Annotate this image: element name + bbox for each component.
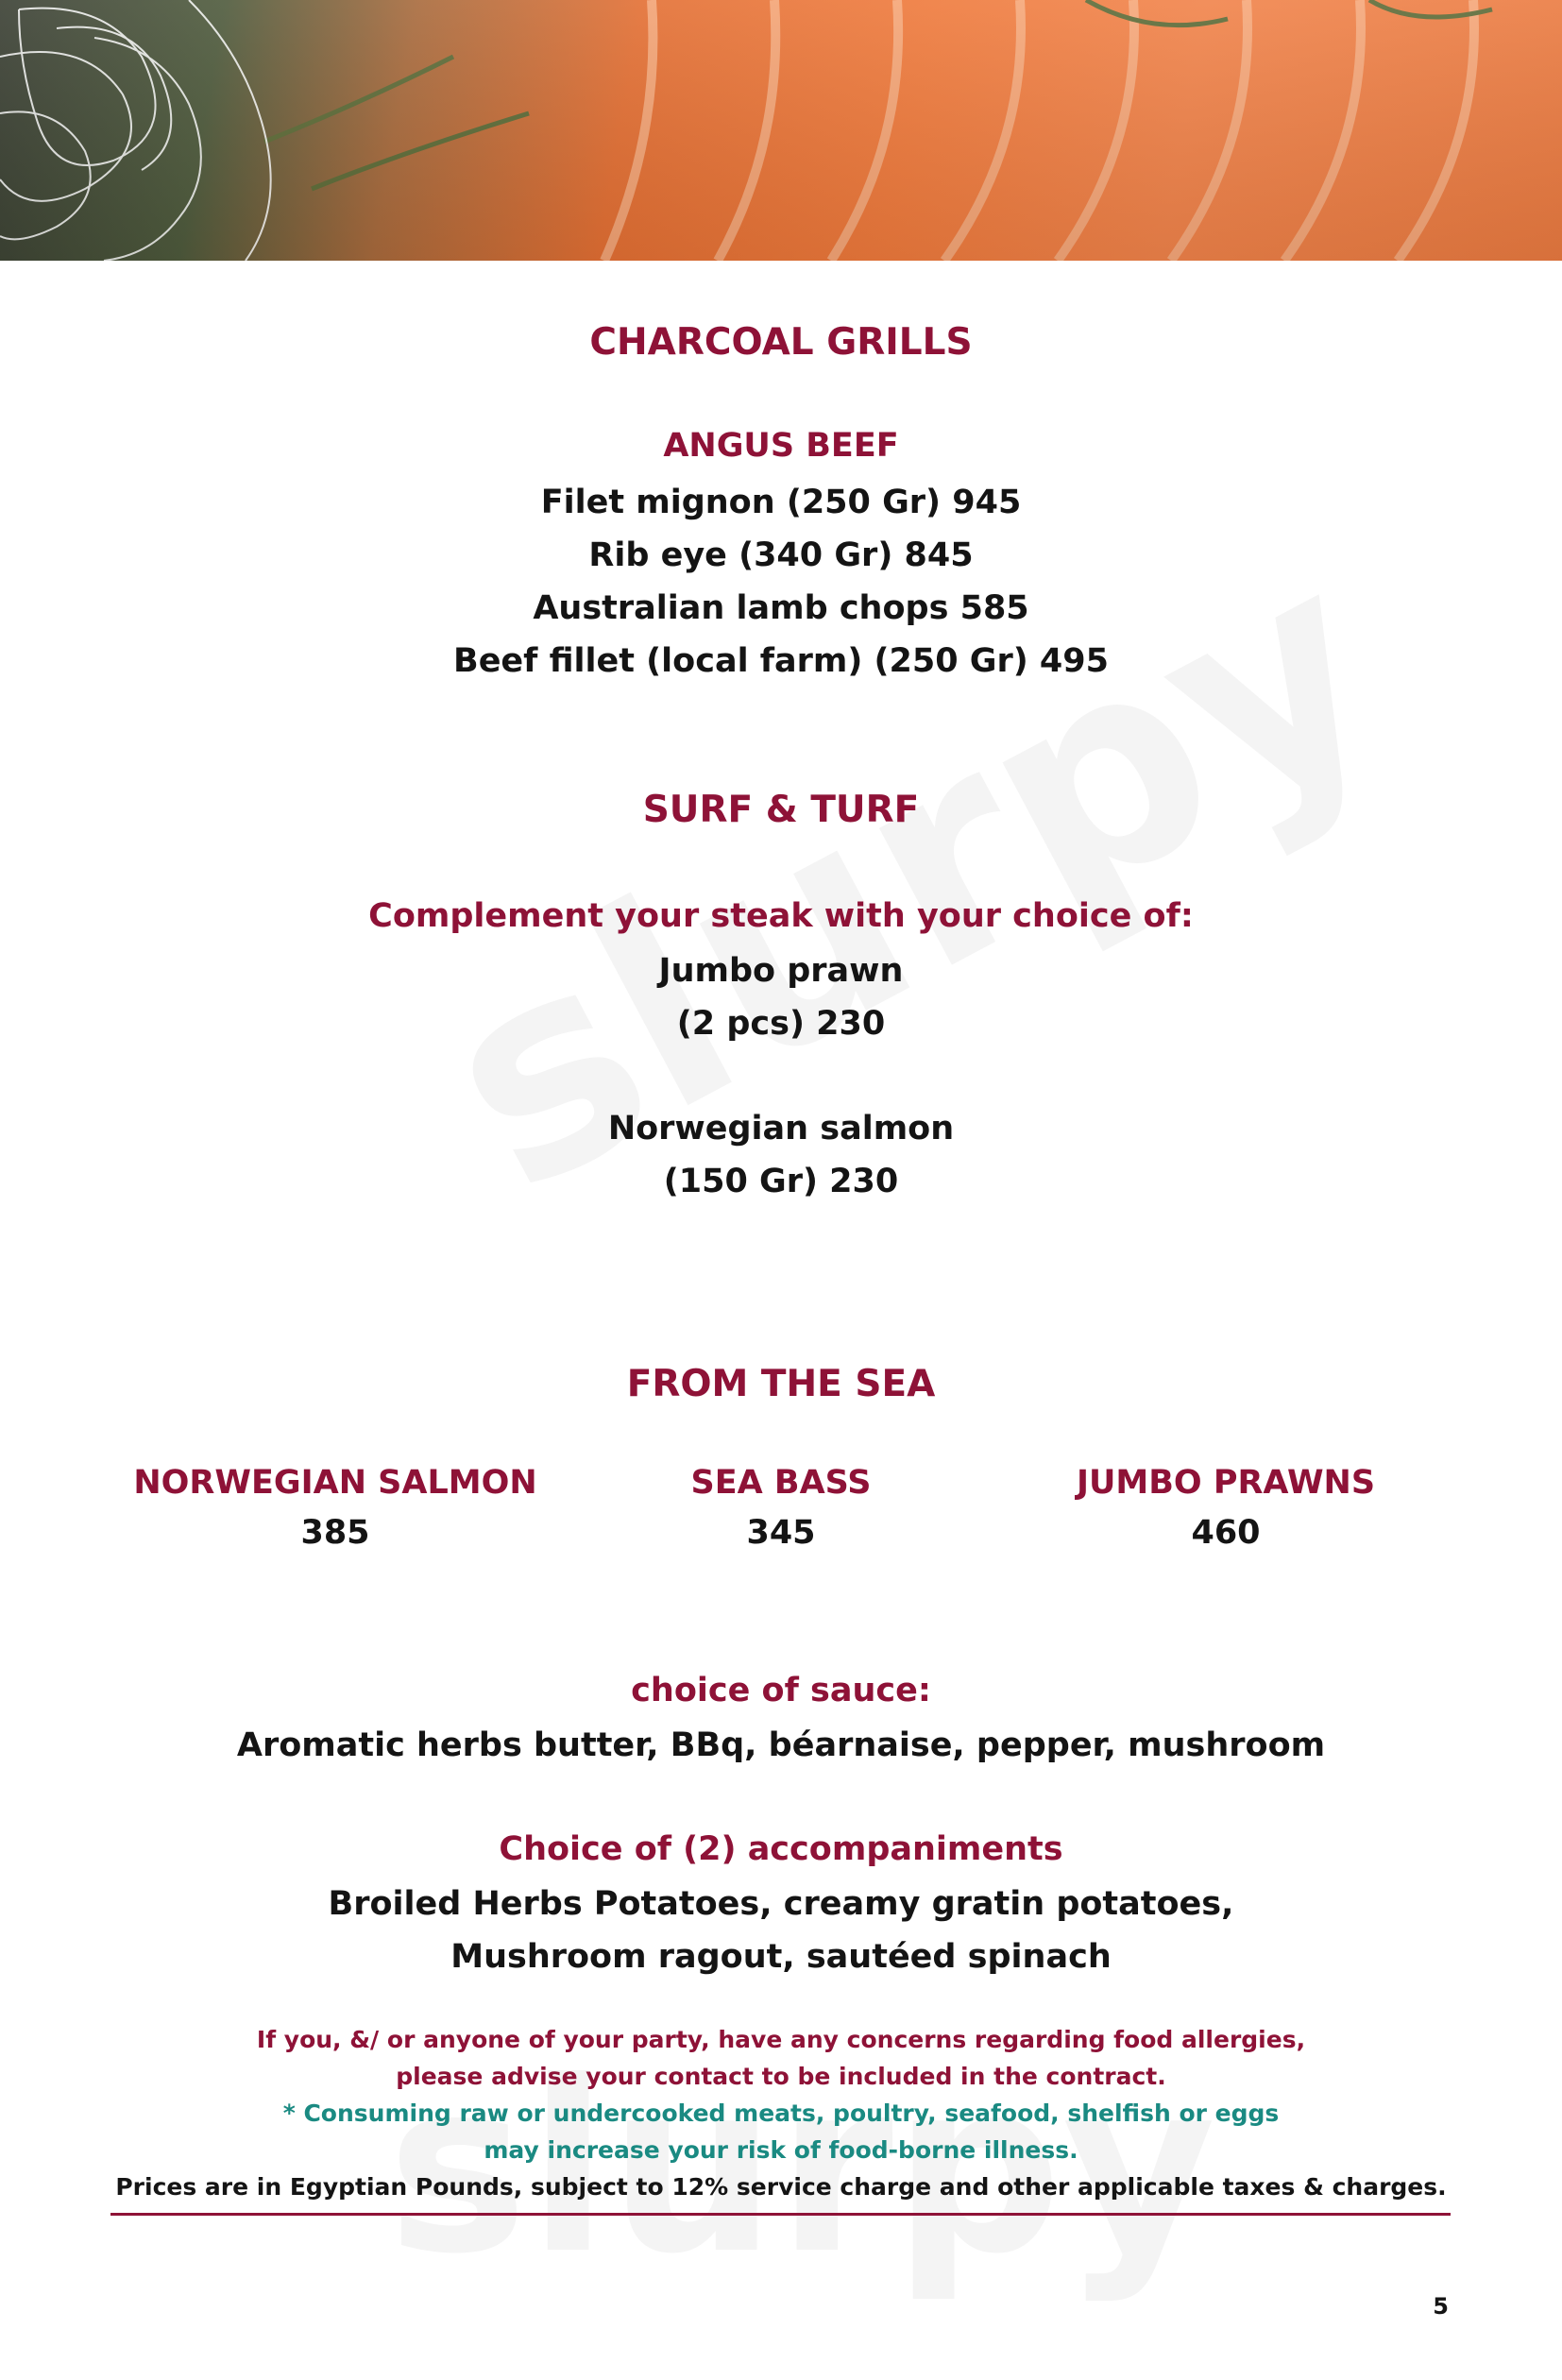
sea-item-name: NORWEGIAN SALMON	[133, 1464, 537, 1502]
sea-item	[90, 1459, 581, 1559]
menu-item-price: (2 pcs) 230	[676, 1005, 886, 1043]
consumption-warning: * Consuming raw or undercooked meats, poultry, seafood, shelfish or eggs	[282, 2100, 1280, 2127]
sea-item-price: 345	[746, 1514, 816, 1552]
price-notice: Prices are in Egyptian Pounds, subject to 12% service charge and other applicable taxes & charges.	[115, 2173, 1447, 2201]
salmon-photo-illustration	[0, 0, 1562, 261]
sea-item-name: SEA BASS	[690, 1464, 872, 1502]
page-number: 5	[1433, 2293, 1449, 2320]
header-photo	[0, 0, 1562, 261]
allergy-notice: If you, &/ or anyone of your party, have any concerns regarding food allergies,	[256, 2026, 1306, 2053]
menu-item-price: (150 Gr) 230	[663, 1163, 899, 1200]
subsection-title-angus-beef: ANGUS BEEF	[663, 427, 899, 465]
sea-item-price: 385	[300, 1514, 370, 1552]
sea-item-name: JUMBO PRAWNS	[1076, 1464, 1376, 1502]
accompaniments-line: Broiled Herbs Potatoes, creamy gratin potatoes,	[328, 1885, 1234, 1923]
allergy-notice: please advise your contact to be included in the contract.	[396, 2063, 1166, 2090]
consumption-warning: may increase your risk of food-borne illness.	[484, 2136, 1078, 2164]
sauce-title: choice of sauce:	[631, 1672, 931, 1709]
sea-item	[535, 1459, 1027, 1559]
menu-item: Beef fillet (local farm) (250 Gr) 495	[453, 642, 1109, 680]
section-title-charcoal-grills: CHARCOAL GRILLS	[589, 321, 973, 364]
sauce-options: Aromatic herbs butter, BBq, béarnaise, pepper, mushroom	[236, 1726, 1326, 1764]
menu-item: Rib eye (340 Gr) 845	[588, 536, 974, 574]
accompaniments-line: Mushroom ragout, sautéed spinach	[450, 1938, 1112, 1976]
menu-item: Norwegian salmon	[607, 1110, 955, 1148]
sea-item	[980, 1459, 1471, 1559]
menu-item: Jumbo prawn	[658, 952, 904, 990]
footer-divider	[110, 2213, 1451, 2216]
sea-item-price: 460	[1191, 1514, 1261, 1552]
section-title-from-the-sea: FROM THE SEA	[626, 1363, 936, 1405]
menu-item: Australian lamb chops 585	[533, 589, 1029, 627]
menu-item: Filet mignon (250 Gr) 945	[540, 484, 1022, 521]
section-title-surf-turf: SURF & TURF	[642, 789, 920, 831]
surf-turf-subtitle: Complement your steak with your choice of:	[368, 897, 1194, 935]
accompaniments-title: Choice of (2) accompaniments	[499, 1830, 1063, 1868]
